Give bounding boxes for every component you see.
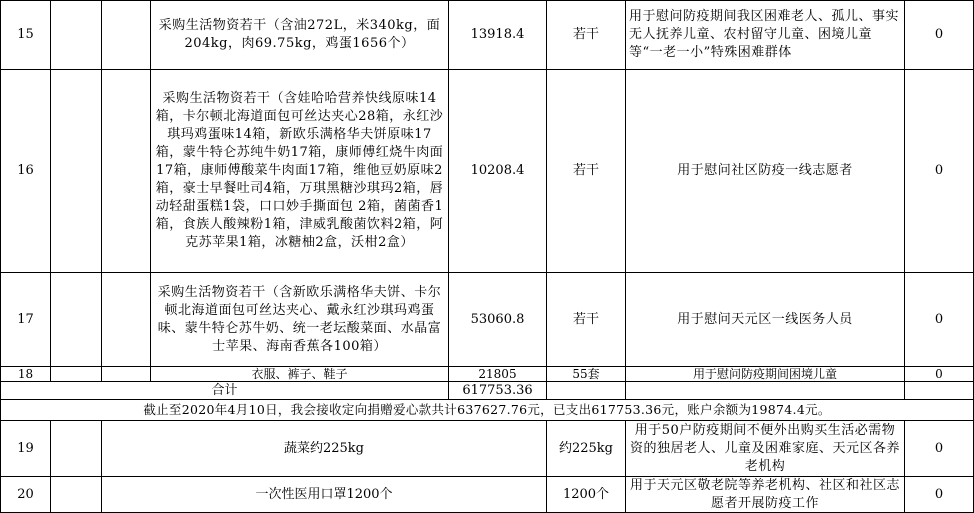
row-number: 16 [17, 163, 34, 178]
grid-line [546, 381, 547, 399]
row-number: 17 [17, 311, 34, 327]
row-number: 19 [17, 440, 34, 456]
amount: 13918.4 [470, 27, 525, 42]
total-label: 合计 [211, 382, 238, 398]
amount: 21805 [478, 367, 517, 381]
row-number: 20 [17, 486, 34, 502]
item-description: 一次性医用口罩1200个 [255, 486, 393, 502]
item-description: 蔬菜约225kg [283, 440, 364, 456]
quantity: 约225kg [558, 440, 613, 456]
row-number: 15 [17, 27, 34, 42]
purpose: 用于慰问天元区一线医务人员 [677, 311, 853, 327]
purpose: 用于慰问防疫期间我区困难老人、孤儿、事实无人抚养儿童、农村留守儿童、困境儿童等“一老一小”特殊困难群体 [629, 9, 900, 60]
balance: 0 [935, 367, 943, 381]
grid-line [101, 0, 102, 381]
quantity: 55套 [572, 367, 600, 381]
purpose: 用于慰问防疫期间困境儿童 [692, 367, 837, 381]
balance: 0 [934, 486, 944, 502]
amount: 53060.8 [470, 311, 525, 327]
row-number: 18 [17, 367, 34, 381]
purpose: 用于50户防疫期间不便外出购买生活必需物资的独居老人、儿童及困难家庭、天元区各养老机构 [629, 422, 900, 474]
quantity: 若干 [572, 163, 599, 178]
balance: 0 [934, 311, 944, 327]
amount: 10208.4 [470, 163, 525, 178]
balance-note: 截止至2020年4月10日，我会接收定向捐赠爱心款共计637627.76元，已支出617753.36元，账户余额为19874.4元。 [143, 402, 831, 417]
balance: 0 [934, 440, 944, 456]
item-description: 采购生活物资若干（含油272L，米340kg，面204kg，肉69.75kg，鸡蛋1656个） [158, 18, 441, 51]
total-amount: 617753.36 [462, 382, 533, 398]
purpose: 用于天元区敬老院等养老机构、社区和社区志愿者开展防疫工作 [629, 477, 900, 511]
grid-line [50, 420, 51, 513]
item-description: 采购生活物资若干（含新欧乐满格华夫饼、卡尔顿北海道面包可丝达夹心、戴永红沙琪玛鸡蛋味、蒙牛特仑苏牛奶、统一老坛酸菜面、水晶富士苹果、海南香蕉各100箱） [157, 284, 442, 354]
item-description: 衣服、裤子、鞋子 [251, 367, 348, 381]
grid-line [904, 381, 905, 399]
balance: 0 [934, 163, 944, 178]
item-description: 采购生活物资若干（含娃哈哈营养快线原味14箱，卡尔顿北海道面包可丝达夹心28箱，永红沙琪玛鸡蛋味14箱，新欧乐满格华夫饼原味17箱，蒙牛特仑苏纯牛奶17箱，康师傅红烧牛肉面17箱，康师傅酸菜牛肉面17箱，维他豆奶原味2箱，豪士早餐吐司4箱，万琪黑糖沙琪玛2箱，唇动轻甜蛋糕1袋，口口妙手撕面包 2箱，菌菌香1箱，食族人酸辣粉1箱，津威乳酸菌饮料2箱，阿克苏苹果1箱，冰糖柚2盒，沃柑2盒） [155, 91, 444, 250]
purpose: 用于慰问社区防疫一线志愿者 [677, 163, 853, 178]
quantity: 若干 [572, 27, 599, 42]
grid-line [50, 0, 51, 381]
balance: 0 [934, 27, 944, 42]
quantity: 若干 [572, 311, 599, 327]
quantity: 1200个 [562, 486, 610, 502]
grid-line [625, 381, 626, 399]
